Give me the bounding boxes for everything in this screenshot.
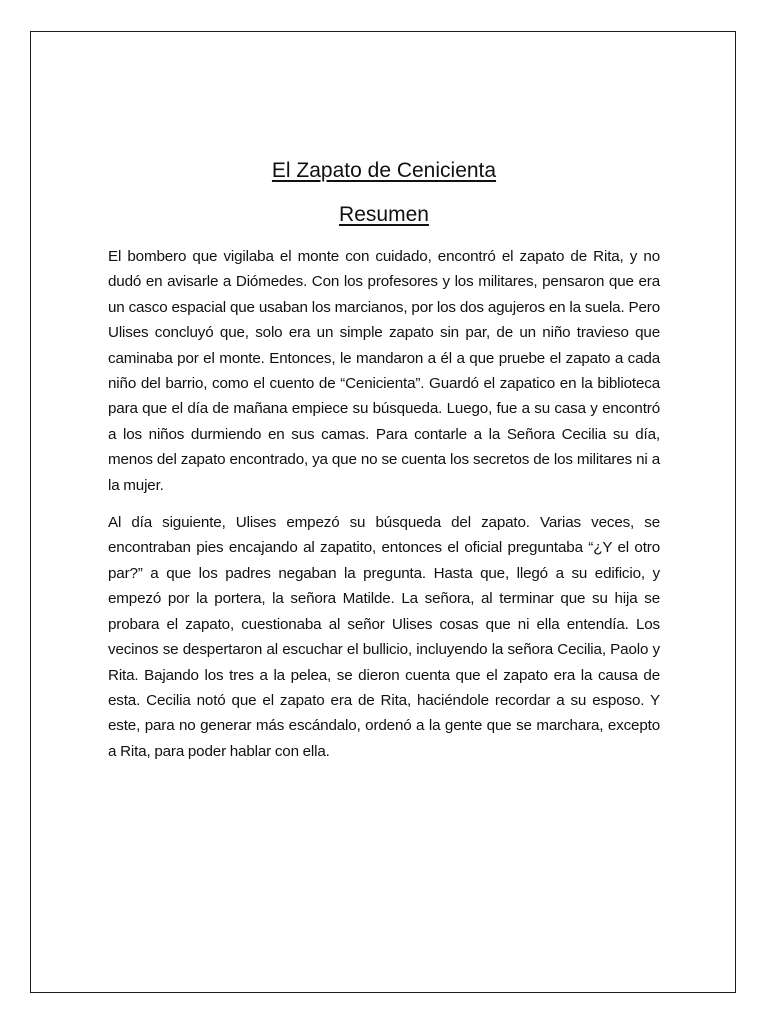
document-title: El Zapato de Cenicienta xyxy=(271,159,497,182)
document-page xyxy=(30,31,736,993)
document-subtitle: Resumen xyxy=(339,203,429,226)
document-body xyxy=(108,156,660,764)
paragraph-2: Al día siguiente, Ulises empezó su búsqueda del zapato. Varias veces, se encontraban pies encajando al zapatito, entonces el oficial preguntaba “¿Y el otro par?” a que los padres negaban la pregunta. Hasta que, llegó a su edificio, y empezó por la portera, la señora Matilde. La señora, al terminar que su hija se probara el zapato, cuestionaba al señor Ulises cosas que ni ella entendía. Los vecinos se despertaron al escuchar el bullicio, incluyendo la señora Cecilia, Paolo y Rita. Bajando los tres a la pelea, se dieron cuenta que el zapato era la causa de esta. Cecilia notó que el zapato era de Rita, haciéndole recordar a su esposo. Y este, para no generar más escándalo, ordenó a la gente que se marchara, excepto a Rita, para poder hablar con ella. xyxy=(108,514,660,760)
paragraph-1: El bombero que vigilaba el monte con cuidado, encontró el zapato de Rita, y no dudó en avisarle a Diómedes. Con los profesores y los militares, pensaron que era un casco espacial que usaban los marcianos, por los dos agujeros en la suela. Pero Ulises concluyó que, solo era un simple zapato sin par, de un niño travieso que caminaba por el monte. Entonces, le mandaron a él a que pruebe el zapato a cada niño del barrio, como el cuento de “Cenicienta”. Guardó el zapatico en la biblioteca para que el día de mañana empiece su búsqueda. Luego, fue a su casa y encontró a los niños durmiendo en sus camas. Para contarle a la Señora Cecilia su día, menos del zapato encontrado, ya que no se cuenta los secretos de los militares ni a la mujer. xyxy=(108,248,660,494)
